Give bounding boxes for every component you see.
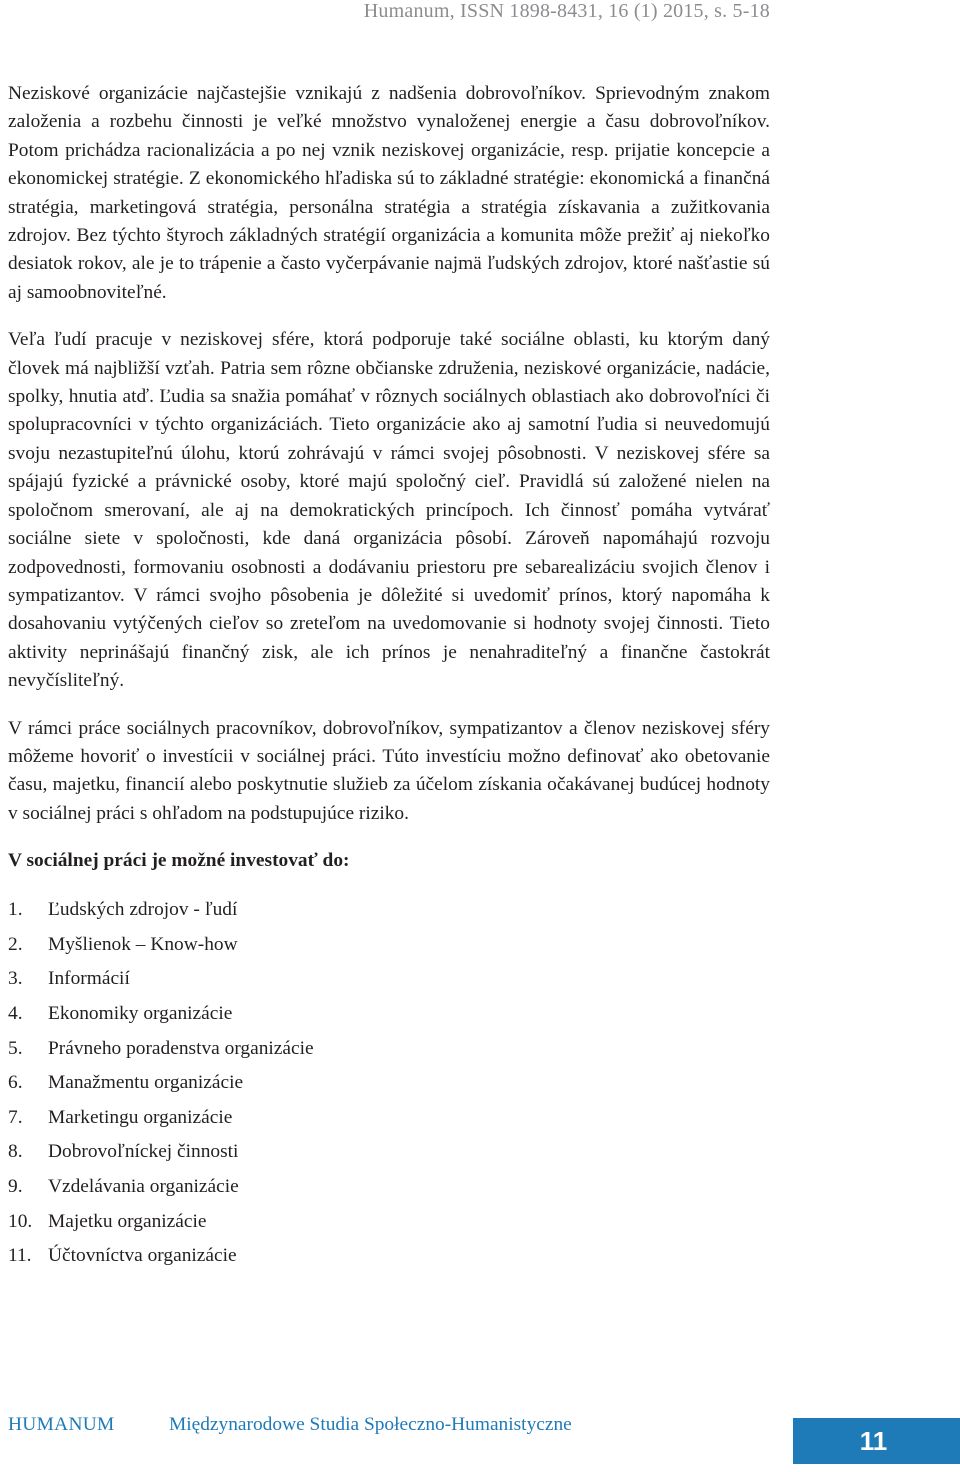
list-item-text: Právneho poradenstva organizácie: [48, 1037, 314, 1059]
journal-subtitle: Międzynarodowe Studia Społeczno-Humanistyczne: [169, 1414, 572, 1435]
list-item-text: Informácií: [48, 968, 130, 990]
list-item-number: 1.: [8, 899, 23, 921]
list-item-text: Ekonomiky organizácie: [48, 1002, 233, 1024]
list-item: [8, 997, 770, 1032]
list-item: [8, 928, 770, 963]
list-item: [8, 962, 770, 997]
list-item-number: 5.: [8, 1037, 23, 1059]
running-header-citation: Humanum, ISSN 1898-8431, 16 (1) 2015, s. 5-18: [363, 0, 770, 22]
list-item-text: Vzdelávania organizácie: [48, 1175, 239, 1197]
list-item-number: 8.: [8, 1141, 23, 1163]
investment-list: [8, 893, 770, 1274]
list-item: [8, 893, 770, 928]
list-item: [8, 1239, 770, 1274]
body-paragraph-2: Veľa ľudí pracuje v neziskovej sfére, ktorá podporuje také sociálne oblasti, ku ktorým daný človek má najbližší vzťah. Patria sem rôzne občianske združenia, neziskové organizácie, nadácie, spolky, hnutia atď. Ľudia sa snažia pomáhať v rôznych sociálnych oblastiach ako dobrovoľníci či spolupracovníci v týchto organizáciách. Tieto organizácie ako aj samotní ľudia si neuvedomujú svoju nezastupiteľnú úlohu, ktorú zohrávajú v rámci svojej pôsobnosti. V neziskovej sfére sa spájajú fyzické a právnické osoby, ktoré majú spoločný cieľ. Pravidlá sú založené nielen na spoločnom smerovaní, ale aj na demokratických princípoch. Ich činnosť pomáha vytvárať sociálne siete v spoločnosti, kde daná organizácia pôsobí. Zároveň napomáhajú rozvoju zodpovednosti, formovaniu osobnosti a dodávaniu priestoru pre sebarealizáciu svojich členov i sympatizantov. V rámci svojho pôsobenia je dôležité si uvedomiť prínos, ktorý napomáha k dosahovaniu vytýčených cieľov so zreteľom na uvedomovanie si hodnoty svojej činnosti. Tieto aktivity neprinášajú finančný zisk, ale ich prínos je nenahraditeľný a finančne častokrát nevyčísliteľný.: [8, 329, 770, 692]
page-number: 11: [859, 1425, 888, 1456]
list-item-number: 6.: [8, 1072, 23, 1094]
list-item-text: Manažmentu organizácie: [48, 1072, 244, 1094]
journal-name: HUMANUM: [8, 1414, 115, 1435]
list-item-text: Majetku organizácie: [48, 1210, 207, 1232]
list-item-number: 9.: [8, 1175, 23, 1197]
list-item-text: Dobrovoľníckej činnosti: [48, 1141, 239, 1163]
list-item: [8, 1032, 770, 1067]
list-item-text: Ľudských zdrojov - ľudí: [48, 899, 238, 921]
list-item-number: 2.: [8, 933, 23, 955]
page-number-box: [793, 1418, 960, 1464]
list-item-number: 3.: [8, 968, 23, 990]
list-item-number: 4.: [8, 1002, 23, 1024]
body-paragraph-3: V rámci práce sociálnych pracovníkov, dobrovoľníkov, sympatizantov a členov neziskovej sféry môžeme hovoriť o investícii v sociálnej práci. Túto investíciu možno definovať ako obetovanie času, majetku, financií alebo poskytnutie služieb za účelom získania očakávanej budúcej hodnoty v sociálnej práci s ohľadom na podstupujúce riziko.: [8, 717, 770, 824]
body-paragraph-1: Neziskové organizácie najčastejšie vznikajú z nadšenia dobrovoľníkov. Sprievodným znakom založenia a rozbehu činnosti je veľké množstvo vynaloženej energie a času dobrovoľníkov. Potom prichádza racionalizácia a po nej vznik neziskovej organizácie, resp. prijatie koncepcie a ekonomickej stratégie. Z ekonomického hľadiska sú to základné stratégie: ekonomická a finančná stratégia, marketingová stratégia, personálna stratégia a stratégia získavania a zužitkovania zdrojov. Bez týchto štyroch základných stratégií organizácia a komunita môže prežiť aj niekoľko desiatok rokov, ale je to trápenie a často vyčerpávanie najmä ľudských zdrojov, ktoré našťastie sú aj samoobnoviteľné.: [8, 83, 770, 303]
page-footer: [0, 1414, 960, 1464]
list-item-text: Účtovníctva organizácie: [48, 1245, 237, 1267]
list-item-number: 10.: [8, 1210, 33, 1232]
list-item: [8, 1205, 770, 1240]
list-item-text: Marketingu organizácie: [48, 1106, 233, 1128]
list-item: [8, 1135, 770, 1170]
list-item-number: 11.: [8, 1245, 32, 1267]
section-heading: V sociálnej práci je možné investovať do:: [8, 850, 350, 872]
list-item: [8, 1066, 770, 1101]
list-item-number: 7.: [8, 1106, 23, 1128]
article-body: [8, 80, 770, 1274]
list-item-text: Myšlienok – Know-how: [48, 933, 238, 955]
list-item: [8, 1170, 770, 1205]
list-item: [8, 1101, 770, 1136]
